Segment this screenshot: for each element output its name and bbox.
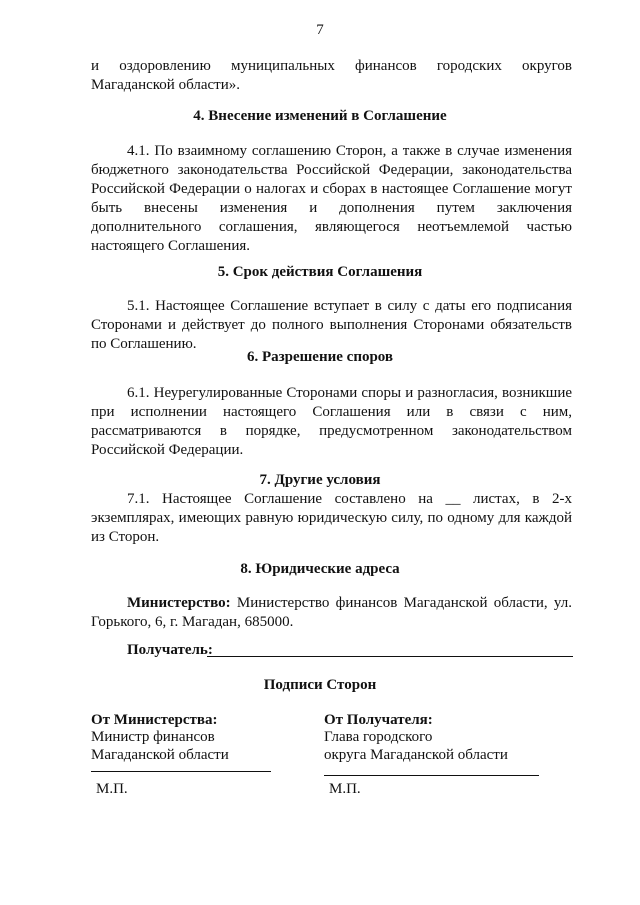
recipient-signer-line-2: округа Магаданской области bbox=[324, 747, 508, 763]
section-5-heading: 5. Срок действия Соглашения bbox=[217, 264, 423, 280]
page-number: 7 bbox=[316, 22, 324, 38]
intro-line-2: Магаданской области». bbox=[91, 77, 240, 93]
ministry-address bbox=[91, 594, 572, 632]
section-6-text: 6.1. Неурегулированные Сторонами споры и разногласия, возникшие при исполнении настоящего Соглашения или в связи с ним, рассматриваются в порядке, предусмотренном законодательством Российской Федерации. bbox=[91, 385, 572, 458]
ministry-stamp-mark: М.П. bbox=[96, 781, 128, 797]
recipient-signature-line bbox=[324, 775, 539, 776]
section-8-heading: 8. Юридические адреса bbox=[240, 561, 400, 577]
recipient-stamp-mark: М.П. bbox=[329, 781, 361, 797]
ministry-signature-title: От Министерства: bbox=[91, 712, 218, 728]
recipient-label: Получатель: bbox=[127, 642, 213, 658]
section-7-text: 7.1. Настоящее Соглашение составлено на __ листах, в 2-х экземплярах, имеющих равную юридическую силу, по одному для каждой из Сторон. bbox=[91, 491, 572, 545]
recipient-blank-line bbox=[207, 637, 573, 657]
recipient-signature-title: От Получателя: bbox=[324, 712, 433, 728]
section-6-heading: 6. Разрешение споров bbox=[246, 349, 394, 365]
signatures-heading: Подписи Сторон bbox=[263, 677, 377, 693]
section-4-heading: 4. Внесение изменений в Соглашение bbox=[193, 108, 447, 124]
section-5-text: 5.1. Настоящее Соглашение вступает в силу с даты его подписания Сторонами и действует до полного выполнения Сторонами обязательств по Соглашению. bbox=[91, 298, 572, 352]
ministry-signer-line-2: Магаданской области bbox=[91, 747, 229, 763]
ministry-address-text: Министерство финансов Магаданской области, ул. Горького, 6, г. Магадан, 685000. bbox=[91, 595, 572, 630]
section-7-heading: 7. Другие условия bbox=[259, 472, 381, 488]
section-4-text: 4.1. По взаимному соглашению Сторон, а также в случае изменения бюджетного законодательства Российской Федерации, законодательства Российской Федерации о налогах и сборах в настоящее Соглашение могут быть внесены изменения и дополнения путем заключения дополнительного соглашения, являющегося неотъемлемой частью настоящего Соглашения. bbox=[91, 143, 572, 254]
ministry-signature-line bbox=[91, 771, 271, 772]
ministry-label: Министерство: bbox=[127, 595, 231, 611]
ministry-signer-line-1: Министр финансов bbox=[91, 729, 215, 745]
intro-line-1: и оздоровлению муниципальных финансов городских округов bbox=[91, 58, 572, 74]
recipient-signer-line-1: Глава городского bbox=[324, 729, 433, 745]
